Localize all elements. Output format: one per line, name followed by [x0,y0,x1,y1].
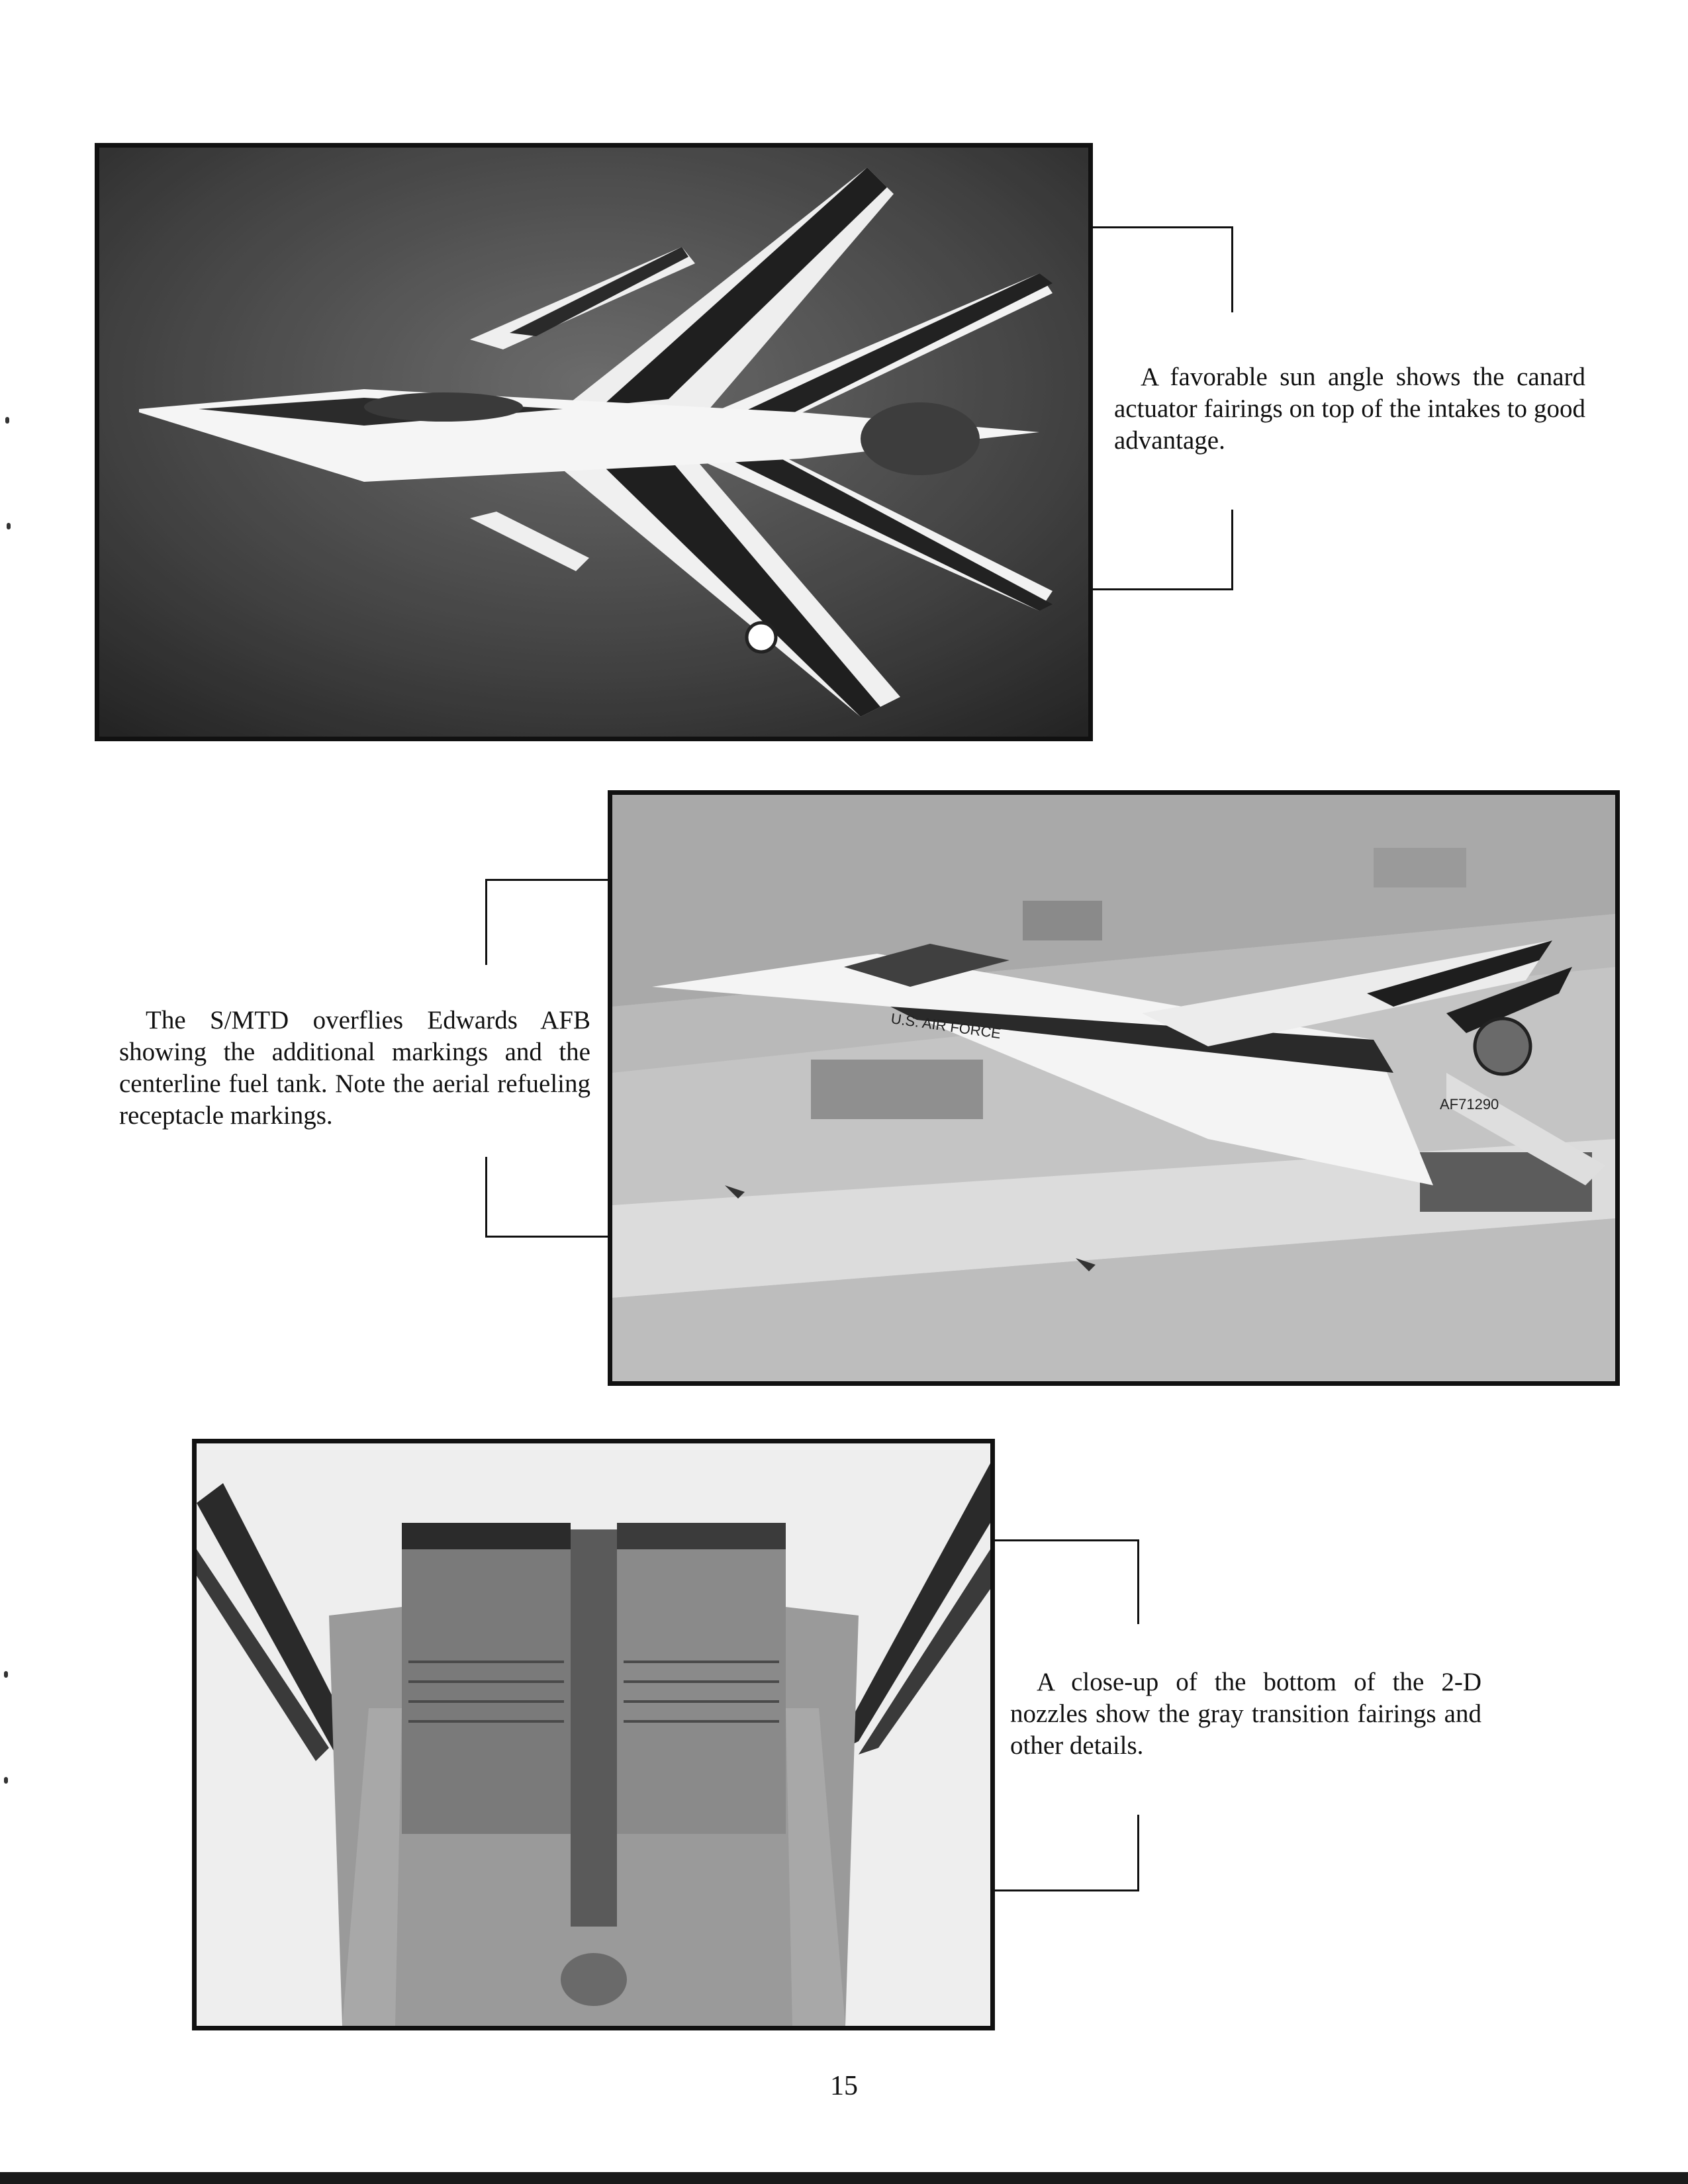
caption-bracket-top-lower [1093,510,1233,590]
caption-edwards-overflight: The S/MTD overflies Edwards AFB showing the additional markings and the centerline fuel tank. Note the aerial refueling receptacle markings. [119,1006,590,1130]
caption-2d-nozzles: A close-up of the bottom of the 2-D nozzles show the gray transition fairings and other details. [1010,1668,1481,1760]
caption-bracket-top [1093,226,1233,312]
margin-mark [5,417,9,424]
margin-mark [4,1777,8,1784]
bottom-scan-edge [0,2172,1688,2184]
photo-edwards-overflight [608,790,1620,1386]
caption-bracket-bottom [995,1539,1139,1624]
caption-sun-angle: A favorable sun angle shows the canard actuator fairings on top of the intakes to good advantage. [1114,363,1585,455]
caption-bracket-middle [485,879,608,965]
caption-bracket-bottom-lower [995,1815,1139,1891]
fuselage-marking: U.S. AIR FORCE [890,1010,1002,1042]
page-number: 15 [830,2071,858,2101]
photo-aircraft-sun-angle [95,143,1093,741]
caption-bracket-middle-lower [485,1157,608,1238]
margin-mark [7,523,11,529]
margin-mark [4,1671,8,1678]
photo-2d-nozzles [192,1439,995,2030]
tail-number: AF71290 [1440,1096,1499,1113]
